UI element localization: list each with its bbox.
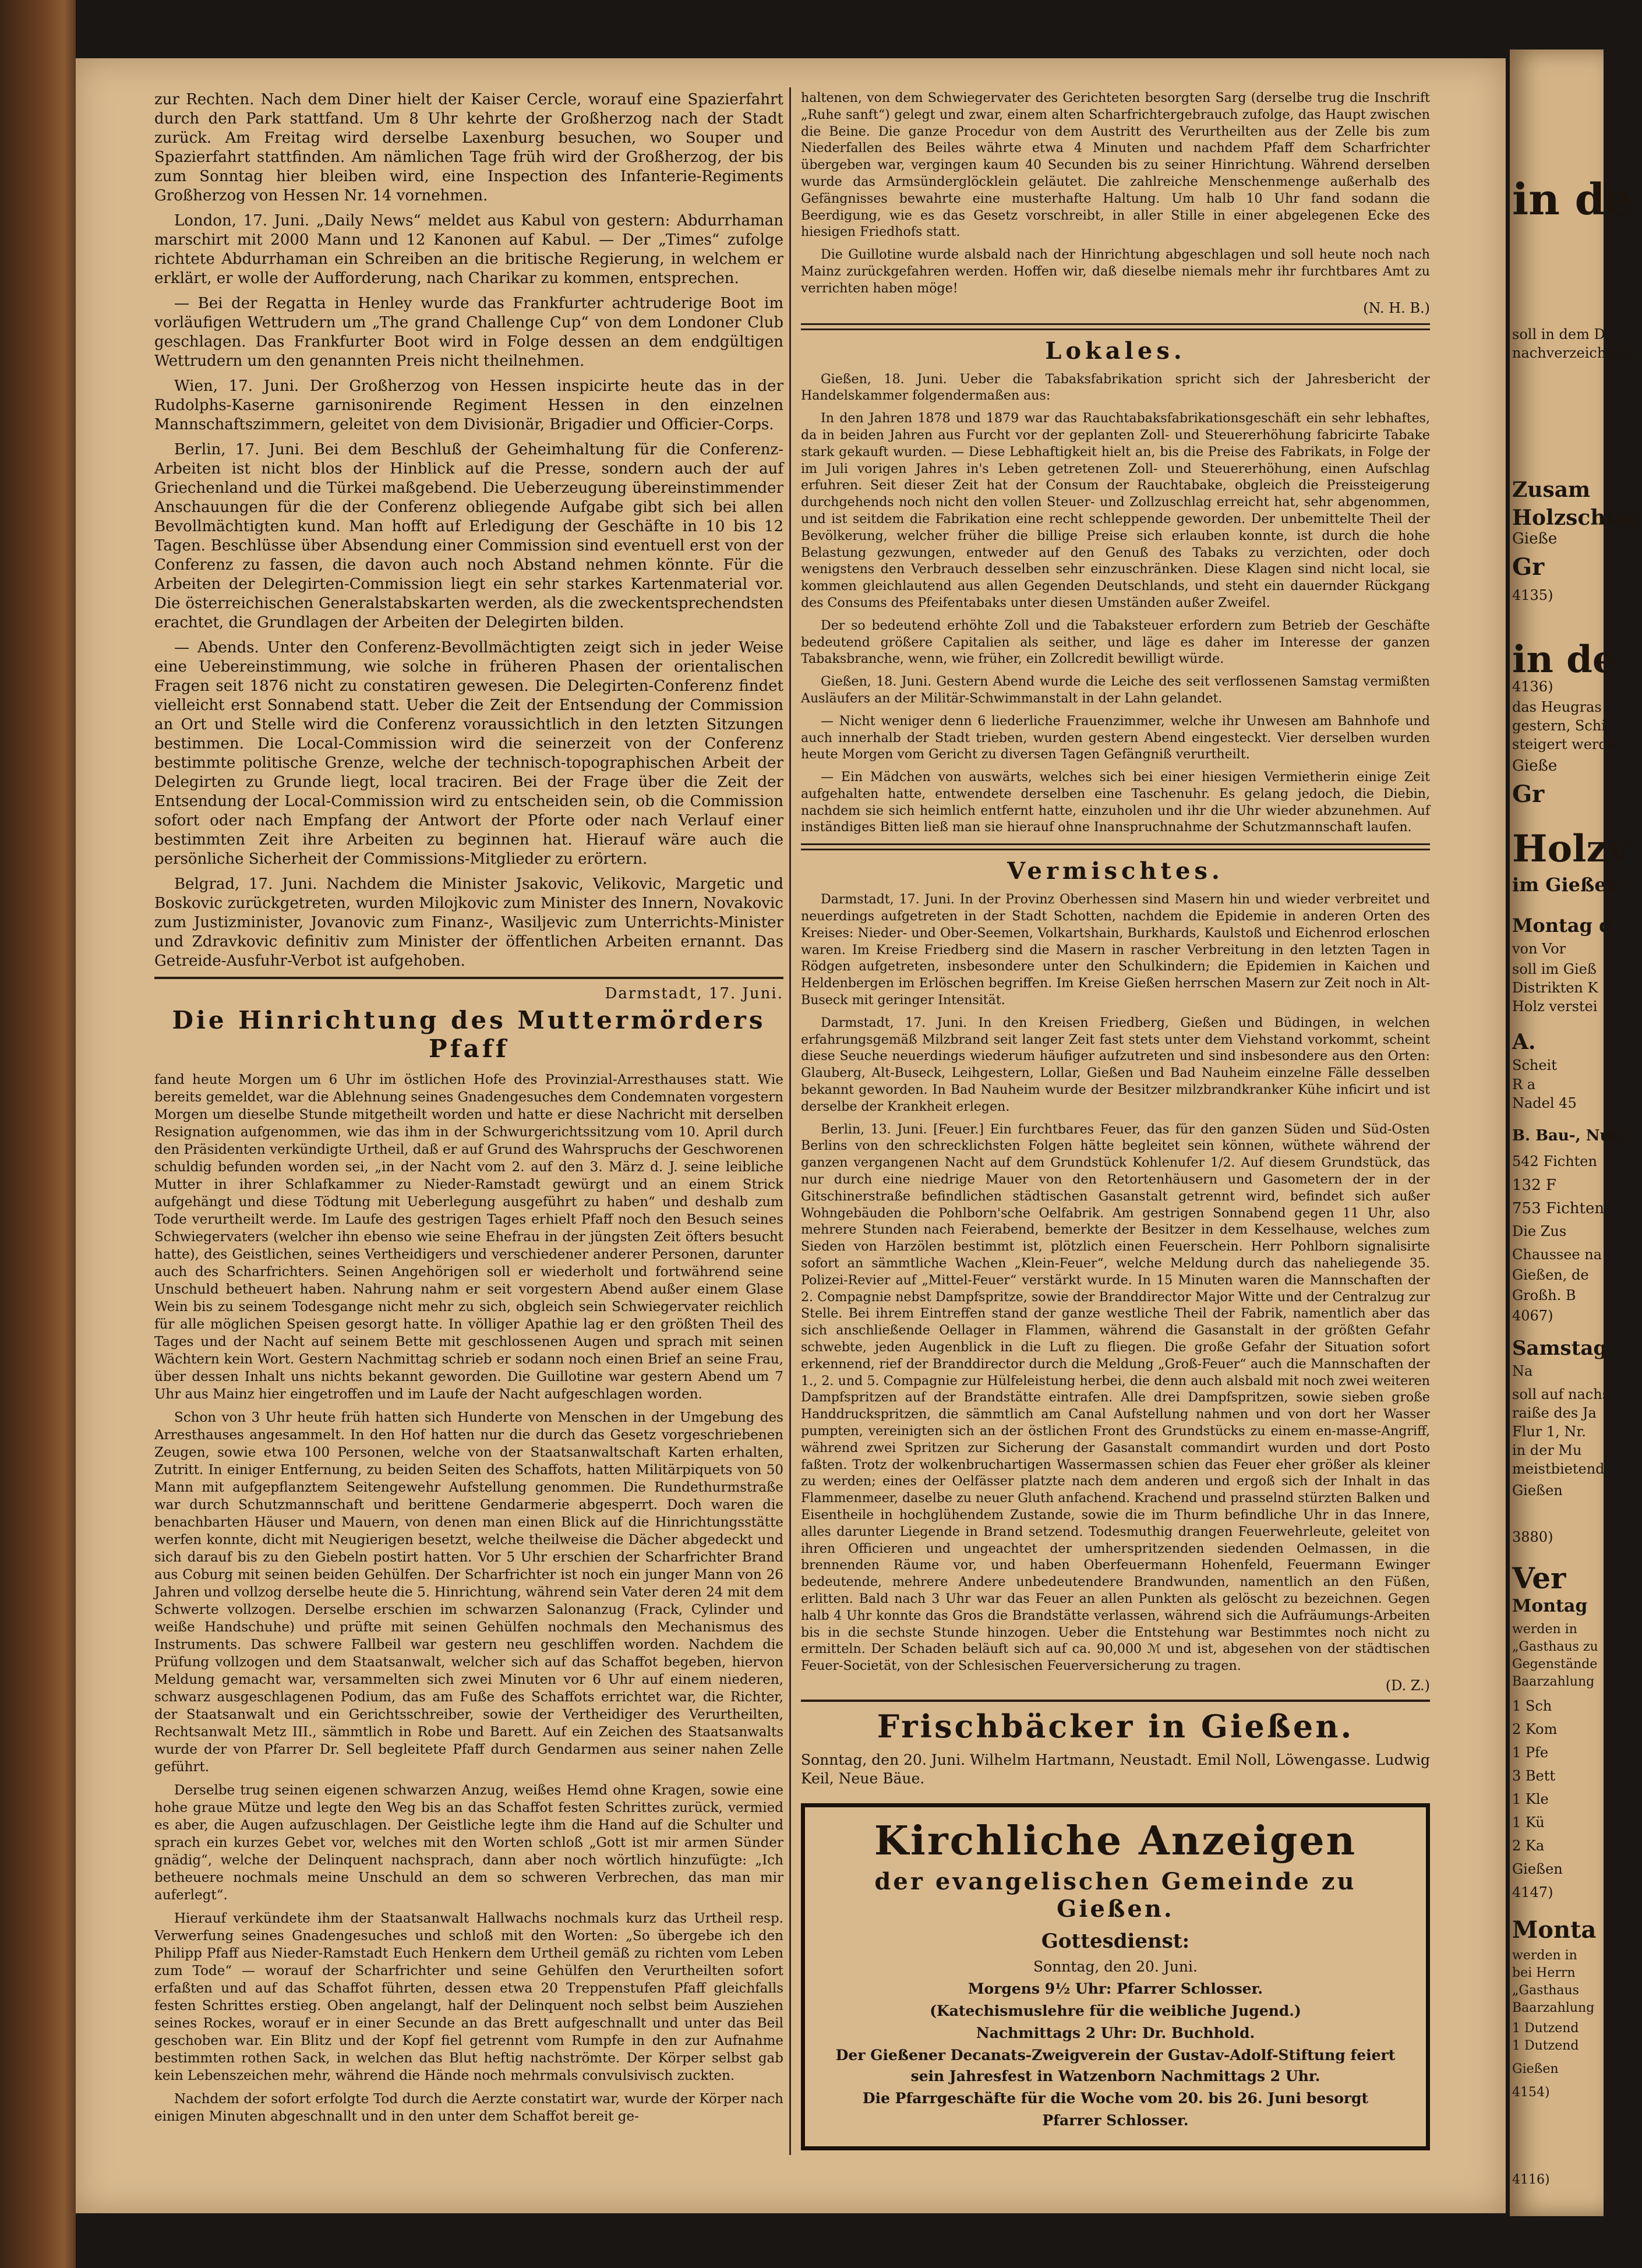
adjacent-page-fragment: 4147) [1512, 1884, 1553, 1900]
article-berlin: Berlin, 17. Juni. Bei dem Beschluß der Geheimhaltung für die Conferenz-Arbeiten ist nicht blos der Hinblick auf die Presse, sondern auch der auf Griechenland und die Türkei maßgebend. Die Ueberzeugung übereinstimmender Anschauungen für die der Conferenz obliegende Aufgabe gibt sich bei allen Bevollmächtigten kund. Man hofft auf Erledigung der Geschäfte in 10 bis 12 Tagen. Beschlüsse über Absendung einer Commission sind eventuell erst von der Conferenz zu fassen, die davon auch noch Abstand nehmen könnte. Für die Arbeiten der Delegirten-Commission liegt ein sehr starkes Kartenmaterial vor. Die österreichischen Generalstabskarten werden, als die zweckentsprechendsten erachtet, die Grundlagen der Arbeiten der Delegirten bilden. [154, 441, 783, 631]
source-signature: (N. H. B.) [1363, 299, 1430, 316]
adjacent-page-fragment: Montag [1512, 1596, 1588, 1616]
adjacent-page-fragment: in der Mu [1512, 1442, 1582, 1458]
adjacent-page-fragment: 3880) [1512, 1529, 1553, 1545]
church-service-heading: Gottesdienst: [1041, 1929, 1190, 1953]
adjacent-page-fragment: von Vor [1512, 941, 1566, 957]
left-column [154, 90, 783, 2131]
church-gustav-adolf-notice: Der Gießener Decanats-Zweigverein der Gustav-Adolf-Stiftung feiert sein Jahresfest in Watzenborn Nachmittags 2 Uhr. [835, 2046, 1396, 2085]
adjacent-page-fragment: Gießen [1512, 1482, 1563, 1499]
church-catechism: (Katechismuslehre für die weibliche Jugend.) [930, 2002, 1301, 2019]
source-signature: (D. Z.) [1385, 1677, 1430, 1694]
vermischtes-paragraph: Darmstadt, 17. Juni. In den Kreisen Friedberg, Gießen und Büdingen, in welchen erfahrungsgemäß Milzbrand seit langer Zeit fast stets unter dem Viehstand vorkommt, scheint diese Seuche neuerdings wiederum häufiger aufzutreten und sind insbesondere aus den Orten: Glauberg, Alt-Buseck, Leihgestern, Lollar, Gießen und Bad Nauheim einzelne Fälle desselben bekannt geworden. In Bad Nauheim wurde der Besitzer milzbrandkranker Kühe inficirt und ist derselbe der Krankheit erlegen. [801, 1015, 1430, 1114]
execution-paragraph: Hierauf verkündete ihm der Staatsanwalt Hallwachs nochmals kurz das Urtheil resp. Verwerfung seines Gnadengesuches und schloß mit den Worten: „So übergebe ich den Philipp Pfaff aus Nieder-Ramstadt Euch Henkern dem Urtheil gemäß zu richten vom Leben zum Tode“ — worauf der Scharfrichter und seine Gehülfen den Verurtheilten sofort erfaßten und auf das Schaffot führten, dessen etwa 20 Treppenstufen Pfaff gleichfalls festen Schrittes erstieg. Oben angelangt, half der Delinquent noch selbst beim Ausziehen seines Rockes, worauf er in einer Secunde an das Brett aufgeschnallt und unter das Beil geschoben war. Ein Blitz und der Kopf fiel getrennt vom Rumpfe in den zur Aufnahme bestimmten rothen Sack, in welchen das Blut heftig nachströmte. Der Körper selbst gab kein Lebenszeichen mehr, während die Hände noch mehrmals convulsivisch zuckten. [154, 1911, 783, 2083]
adjacent-page-fragment: nachverzeichnete [1512, 345, 1637, 361]
adjacent-page-fragment: Baarzahlung [1512, 1674, 1595, 1689]
lokales-paragraph: — Ein Mädchen von auswärts, welches sich bei einer hiesigen Vermietherin einige Zeit aufgehalten hatte, entwendete derselben eine Taschenuhr. Es gelang jedoch, die Diebin, nachdem sie sich heimlich entfernt hatte, einzuholen und ihr die Uhr wieder abzunehmen. Auf inständiges Bitten ließ man sie hierauf ohne Inanspruchnahme der Schutzmannschaft laufen. [801, 770, 1430, 835]
adjacent-page-fragment: Gießen [1512, 1861, 1563, 1877]
adjacent-page-fragment: 1 Sch [1512, 1698, 1552, 1714]
adjacent-page-fragment: steigert werde [1512, 736, 1616, 753]
execution-dateline: Darmstadt, 17. Juni. [605, 985, 783, 1002]
baker-ad-text: Sonntag, den 20. Juni. Wilhelm Hartmann, Neustadt. Emil Noll, Löwengasse. Ludwig Keil, Neue Bäue. [801, 1751, 1430, 1787]
adjacent-page-fragment: Samstag [1512, 1337, 1608, 1360]
vermischtes-paragraph: Darmstadt, 17. Juni. In der Provinz Oberhessen sind Masern hin und wieder verbreitet und neuerdings aufgetreten in der Stadt Schotten, nachdem die Epidemie in anderen Orten des Kreises: Nieder- und Ober-Seemen, Volkartshain, Burkhards, Kaulstoß und Eichenrod erloschen waren. Im Kreise Friedberg sind die Masern in rascher Verbreitung in den letzten Tagen in Rödgen aufgetreten, insbesondere unter den Schulkindern; die Epidemien in Kaichen und Heldenbergen im Erlöschen begriffen. Im Kreise Gießen herrschen Masern zur Zeit noch in Alt-Buseck mit geringer Intensität. [801, 892, 1430, 1008]
adjacent-page-fragment: Ver [1512, 1561, 1566, 1595]
adjacent-page-fragment: 1 Dutzend [1512, 2021, 1579, 2036]
adjacent-page-fragment: soll in dem D [1512, 326, 1605, 342]
church-week-duty: Die Pfarrgeschäfte für die Woche vom 20. bis 26. Juni besorgt [862, 2089, 1369, 2107]
section-rule [801, 1700, 1430, 1702]
section-rule [801, 323, 1430, 330]
article-wien: Wien, 17. Juni. Der Großherzog von Hessen inspicirte heute das in der Rudolphs-Kaserne garnisonirende Regiment Hessen in den einzelnen Mannschaftszimmern, geleitet von dem Divisionär, Brigadier und Officier-Corps. [154, 377, 783, 433]
execution-continued: haltenen, von dem Schwiegervater des Gerichteten besorgten Sarg (derselbe trug die Inschrift „Ruhe sanft“) gelegt und zwar, einem alten Scharfrichtergebrauch zufolge, das Haupt zwischen die Beine. Die ganze Procedur von dem Austritt des Verurtheilten aus der Zelle bis zum Niederfallen des Beiles währte etwa 4 Minuten und nachdem Pfaff dem Scharfrichter übergeben war, vergingen kaum 40 Secunden bis zu seiner Hinrichtung. Während derselben wurde das Armsünderglöcklein geläutet. Die zahlreiche Menschenmenge außerhalb des Gefängnisses bewahrte eine musterhafte Haltung. Um halb 10 Uhr fand sodann die Beerdigung, wie es das Gesetz vorschreibt, in aller Stille in einer abgelegenen Ecke des hiesigen Friedhofs statt. [801, 91, 1430, 240]
adjacent-page-fragment: 1 Pfe [1512, 1744, 1549, 1761]
adjacent-page-fragment: R a [1512, 1076, 1536, 1093]
adjacent-page-fragment: 4136) [1512, 679, 1553, 695]
church-notice-box [801, 1803, 1430, 2150]
lokales-paragraph: Gießen, 18. Juni. Gestern Abend wurde die Leiche des seit verflossenen Samstag vermißten Ausläufers an der Militär-Schwimmanstalt in der Lahn gelandet. [801, 674, 1430, 706]
adjacent-page-fragment: bei Herrn [1512, 1966, 1576, 1980]
adjacent-page-fragment: im Gießen [1512, 874, 1620, 896]
adjacent-page-fragment: Gr [1512, 553, 1545, 581]
adjacent-page-fragment: Holzv [1512, 827, 1629, 871]
adjacent-page-fragment: 2 Ka [1512, 1838, 1545, 1854]
execution-continued: Die Guillotine wurde alsbald nach der Hinrichtung abgeschlagen und soll heute noch nach Mainz zurückgefahren werden. Hoffen wir, daß dieselbe niemals mehr ihr furchtbares Amt zu verrichten haben möge! [801, 248, 1430, 296]
column-divider [789, 87, 791, 2155]
adjacent-page-fragment: 4116) [1512, 2172, 1550, 2187]
adjacent-page-fragment: Gegenstände [1512, 1657, 1598, 1672]
adjacent-page-fragment: gestern, Schi [1512, 718, 1606, 734]
adjacent-page-fragment: 3 Bett [1512, 1768, 1556, 1784]
article-regatta: — Bei der Regatta in Henley wurde das Frankfurter achtruderige Boot im vorläufigen Wettrudern um „The grand Challenge Cup“ von dem Londoner Club geschlagen. Das Frankfurter Boot wird in Folge dessen an dem endgültigen Wettrudern um den genannten Preis nicht theilnehmen. [154, 295, 783, 370]
adjacent-page-fragment: Die Zus [1512, 1223, 1567, 1239]
lokales-paragraph: In den Jahren 1878 und 1879 war das Rauchtabaksfabrikationsgeschäft ein sehr lebhaftes, da in beiden Jahren aus Furcht vor der geplanten Zoll- und Steuererhöhung fabricirte Tabake stark gekauft wurden. — Diese Lebhaftigkeit hielt an, bis die Preise des Fabrikats, in Folge der im Juli vorigen Jahres in's Leben getretenen Zoll- und Steuererhöhung, einen Aufschlag erfuhren. Seit dieser Zeit hat der Consum der Rauchtabake, obgleich die Preissteigerung durchgehends noch nicht den vollen Steuer- und Zollzuschlag erreicht hat, sehr abgenommen, und ist seitdem die Fabrikation eine recht schleppende geworden. Der unbemittelte Theil der Bevölkerung, welcher früher die billige Preise sich erlauben konnte, ist durch die hohe Belastung gezwungen, entweder auf den Genuß des Tabaks zu verzichten, oder doch wenigstens den Verbrauch desselben sehr einzuschränken. Diese Klagen sind nicht local, sie kommen gleichlautend aus allen Gegenden Deutschlands, und steht ein dauernder Rückgang des Consums des Pfeifentabaks unter diesen Umständen außer Zweifel. [801, 411, 1430, 610]
church-notice-title: Kirchliche Anzeigen [874, 1817, 1357, 1864]
execution-paragraph: fand heute Morgen um 6 Uhr im östlichen Hofe des Provinzial-Arresthauses statt. Wie bereits gemeldet, war die Ablehnung seines Gnadengesuches dem Condemnaten vorgestern Morgen um dieselbe Stunde mitgetheilt worden und hatte er diese Nachricht mit derselben Resignation aufgenommen, wie das ihm in der Schwurgerichtssitzung vom 10. April durch den Präsidenten verkündigte Urtheil, daß er auf Grund des Wahrspruchs der Geschworenen schuldig befunden worden sei, „in der Nacht vom 2. auf den 3. März d. J. seine leibliche Mutter in ihrer Schlafkammer zu Nieder-Ramstadt gewürgt und an einem Strick aufgehängt und diese Tödtung mit Ueberlegung ausgeführt zu haben“ und deshalb zum Tode verurtheilt werde. Im Laufe des gestrigen Tages erhielt Pfaff noch den Besuch seines Schwiegervaters (welcher ihn ebenso wie seine Ehefrau in der jüngsten Zeit öfters besucht hatte), des Geistlichen, seines Vertheidigers und verschiedener anderer Personen, darunter auch des Scharfrichters. Seinen Angehörigen soll er wiederholt und fortwährend seine Unschuld betheuert haben. Nahrung nahm er seit vorgestern Abend außer einem Glase Wein bis zu seinem Todesgange nicht mehr zu sich, obgleich sein Schwiegervater reichlich für alle möglichen Speisen gesorgt hatte. In völliger Apathie lag er den größten Theil des Tages und der Nacht auf seinem Bette mit geschlossenen Augen und sprach mit seinen Wächtern kein Wort. Gestern Nachmittag schrieb er sodann noch einen Brief an seine Frau, über dessen Inhalt uns nichts bekannt geworden. Die Guillotine war gestern Abend um 7 Uhr aus Mainz hier eingetroffen und im Laufe der Nacht aufgeschlagen worden. [154, 1072, 783, 1402]
adjacent-page-fragment: 753 Fichten [1512, 1200, 1605, 1217]
adjacent-page-fragment: werden in [1512, 1948, 1577, 1963]
execution-paragraph: Derselbe trug seinen eigenen schwarzen Anzug, weißes Hemd ohne Kragen, sowie eine hohe graue Mütze und legte den Weg bis an das Schaffot festen Schrittes zurück, vermied es aber, die Augen aufzuschlagen. Der Geistliche legte ihm die Hand auf die Schulter und sprach ein kurzes Gebet vor, welches mit den Worten schloß „Gott ist mir armen Sünder gnädig“, welche der Delinquent nachsprach, dann aber noch wörtlich hinzufügte: „Ich betheuere nochmals meine Unschuld an dem so schweren Verbrechen, das man mir auferlegt“. [154, 1783, 783, 1903]
adjacent-page-fragment: das Heugras [1512, 699, 1602, 715]
adjacent-page-fragment: Monta [1512, 1916, 1597, 1944]
adjacent-page-fragment: Nadel 45 [1512, 1095, 1577, 1111]
adjacent-page-fragment: Gießen [1512, 2062, 1559, 2076]
church-notice-subtitle: der evangelischen Gemeinde zu Gießen. [874, 1867, 1357, 1923]
adjacent-page-fragment: soll im Gieß [1512, 961, 1597, 977]
adjacent-page-fragment: 4135) [1512, 587, 1553, 603]
adjacent-page-fragment: in de [1512, 638, 1616, 681]
adjacent-page-fragment: „Gasthaus zu [1512, 1640, 1598, 1654]
church-afternoon-service: Nachmittags 2 Uhr: Dr. Buchhold. [976, 2024, 1255, 2041]
article-london: London, 17. Juni. „Daily News“ meldet aus Kabul von gestern: Abdurrhaman marschirt mit 2000 Mann und 12 Kanonen auf Kabul. — Der „Times“ zufolge richtete Abdurrhaman ein Schreiben an die britische Regierung, in welchem er erklärt, er wolle der Aufforderung, nach Charikar zu kommen, entsprechen. [154, 212, 783, 287]
adjacent-page-fragment: 542 Fichten [1512, 1153, 1597, 1170]
adjacent-page-fragment: Holzschlag [1512, 506, 1642, 530]
right-column [801, 90, 1430, 2150]
adjacent-page-fragment: Scheit [1512, 1057, 1557, 1073]
article-belgrad: Belgrad, 17. Juni. Nachdem die Minister Jsakovic, Velikovic, Margetic und Boskovic zurückgetreten, wurden Milojkovic zum Minister des Innern, Novakovic zum Justizminister, Jovanovic zum Finanz-, Wasiljevic zum Unterrichts-Minister und Zdravkovic definitiv zum Minister der öffentlichen Arbeiten ernannt. Das Getreide-Ausfuhr-Verbot ist aufgehoben. [154, 875, 783, 970]
adjacent-page-fragment: „Gasthaus [1512, 1983, 1579, 1998]
lokales-paragraph: — Nicht weniger denn 6 liederliche Frauenzimmer, welche ihr Unwesen am Bahnhofe und auch innerhalb der Stadt trieben, wurden gestern Abend eingesteckt. Vier derselben wurden heute Morgen vom Gericht zu diversen Tagen Gefängniß verurtheilt. [801, 713, 1430, 762]
adjacent-page-fragment: Gr [1512, 780, 1545, 808]
section-rule [801, 843, 1430, 850]
execution-paragraph: Nachdem der sofort erfolgte Tod durch die Aerzte constatirt war, wurde der Körper nach einigen Minuten abgeschnallt und in den unter dem Schaffot bereit ge- [154, 2092, 783, 2124]
adjacent-page-fragment: 1 Kle [1512, 1791, 1549, 1807]
lokales-paragraph: Der so bedeutend erhöhte Zoll und die Tabaksteuer erfordern zum Betrieb der Geschäfte bedeutend größere Capitalien als seither, und läge es daher im Interesse der ganzen Tabaksbranche, wenn, wie früher, ein Zollcredit bewilligt würde. [801, 618, 1430, 667]
adjacent-page-fragment: raiße des Ja [1512, 1405, 1597, 1421]
execution-headline: Die Hinrichtung des Muttermörders Pfaff [172, 1006, 766, 1063]
section-rule [154, 977, 783, 979]
adjacent-page-fragment: 4154) [1512, 2085, 1550, 2100]
adjacent-page-fragment: in de [1512, 175, 1633, 225]
adjacent-page-fragment: werden in [1512, 1622, 1577, 1637]
adjacent-page-fragment: 1 Kü [1512, 1814, 1545, 1831]
adjacent-page-fragment: Flur 1, Nr. [1512, 1423, 1586, 1440]
adjacent-page-fragment: Großh. B [1512, 1287, 1576, 1303]
adjacent-page-fragment: Baarzahlung [1512, 2001, 1595, 2015]
adjacent-page-fragment: Gieße [1512, 530, 1558, 547]
adjacent-page-fragment: 4067) [1512, 1308, 1553, 1324]
church-date: Sonntag, den 20. Juni. [1033, 1958, 1198, 1975]
vermischtes-paragraph: Berlin, 13. Juni. [Feuer.] Ein furchtbares Feuer, das für den ganzen Süden und Süd-Osten Berlins von den schrecklichsten Folgen hätte begleitet sein können, wüthete während der ganzen vergangenen Nacht auf dem Grundstück Kohlenufer 1/2. Auf diesem Grundstück, das nur durch eine niedrige Mauer von den Retortenhäusern und Gasometern der in der Gitschinerstraße befindlichen städtischen Gasanstalt getrennt wird, befindet sich außer Wohngebäuden die Pohlborn'sche Oelfabrik. Am gestrigen Sonnabend gegen 11 Uhr, also mehrere Stunden nach Feierabend, bemerkte der Besitzer in dem Kesselhause, welches zum Sieden von Harzölen bestimmt ist, plötzlich einen Feuerschein. Herr Pohlborn signalisirte sofort an sämmtliche Wachen „Klein-Feuer“, welche Meldung durch das naheliegende 35. Polizei-Revier auf „Mittel-Feuer“ verstärkt wurde. In 15 Minuten waren die Mannschaften der 2. Compagnie nebst Dampfspritze, sowie der Branddirector Major Witte und der Centralzug zur Stelle. Bei ihrem Eintreffen stand der ganze westliche Theil der Fabrik, namentlich aber das sich anschließende Oellager in Flammen, während die Gasanstalt in der größten Gefahr schwebte, jeden Augenblick in die Luft zu fliegen. Die große Gefahr der Situation sofort erkennend, rief der Branddirector durch die Meldung „Groß-Feuer“ auch die Mannschaften der 1., 2. und 5. Compagnie zur Hülfeleistung herbei, die denn auch alsbald mit noch zwei weiteren Dampfspritzen auf der Brandstätte eintrafen. Alle drei Dampfspritzen, sowie sieben große Handdruckspritzen, die sämmtlich am Canal Aufstellung nahmen und von dort her Wasser pumpten, vereinigten sich an der östlichen Front des Grundstücks zu einem en-masse-Angriff, während zwei Spritzen zur Sicherung der Gasanstalt commandirt wurden und dort Posto faßten. Trotz der wolkenbruchartigen Wassermassen schien das Feuer eher größer als kleiner zu werden; eines der Oelfässer platzte nach dem anderen und ergoß sich der Inhalt in das Flammenmeer, daselbe zu neuer Gluth anfachend. Krachend und prasselnd stürzten Balken und Eisentheile in hochglühendem Zustande, sowie die im Thurm befindliche Uhr in das Innere, alles darunter Liegende in Brand setzend. Todesmuthig drangen Feuerwehrleute, geleitet von ihren Officieren und ungeachtet der umherspritzenden siedenden Oelmassen, in die brennenden Räume vor, und haben Oberfeuermann Hohenfeld, Feuermann Ewinger bedeutende, mehrere Andere unbedeutendere Brandwunden, namentlich an den Füßen, erlitten. Bald nach 3 Uhr war das Feuer an allen Punkten als gelöscht zu bezeichnen. Gegen halb 4 Uhr konnte das Gros die Brandstätte verlassen, während sich die Aufräumungs-Arbeiten bis in die sechste Stunde hinzogen. Ueber die Entstehung war Bestimmtes noch nicht zu ermitteln. Der Schaden beläuft sich auf ca. 90,000 ℳ und ist, abgesehen von der städtischen Feuer-Societät, von der Schlesischen Feuerversicherung zu tragen. [801, 1122, 1430, 1674]
adjacent-page-fragment: A. [1512, 1030, 1536, 1054]
adjacent-page-fragment: Holz verstei [1512, 998, 1598, 1015]
adjacent-page-fragment: Zusam [1512, 478, 1591, 502]
adjacent-page-fragment: 132 F [1512, 1177, 1556, 1194]
adjacent-page-fragment: Gießen, de [1512, 1267, 1589, 1283]
adjacent-page-fragment: Montag d [1512, 914, 1612, 937]
church-morning-service: Morgens 9½ Uhr: Pfarrer Schlosser. [967, 1980, 1263, 1997]
adjacent-page-edge [1510, 50, 1642, 2216]
adjacent-page-fragment: 1 Dutzend [1512, 2039, 1579, 2053]
section-title-lokales: Lokales. [1045, 337, 1186, 365]
adjacent-page-fragment: meistbietend [1512, 1461, 1605, 1477]
adjacent-page-fragment: Na [1512, 1363, 1533, 1379]
section-title-vermischtes: Vermischtes. [1007, 857, 1224, 885]
adjacent-page-fragment: Gieße [1512, 757, 1558, 775]
book-binding [0, 0, 76, 2268]
lokales-paragraph: Gießen, 18. Juni. Ueber die Tabaksfabrikation spricht sich der Jahresbericht der Handelskammer folgendermaßen aus: [801, 372, 1430, 404]
adjacent-page-fragment: B. Bau-, Nutz [1512, 1127, 1627, 1144]
baker-ad-title: Frischbäcker in Gießen. [877, 1707, 1354, 1745]
article-berlin-abends: — Abends. Unter den Conferenz-Bevollmächtigten zeigt sich in jeder Weise eine Uebereinstimmung, wie solche in früheren Phasen der orientalischen Fragen seit 1876 nicht zu constatiren gewesen. Die Delegirten-Conferenz findet vielleicht erst Sonnabend statt. Ueber die Zeit der Entsendung der Commission an Ort und Stelle wird die Conferenz voraussichtlich in den letzten Sitzungen bestimmen. Die Local-Commission wird die seinerzeit von der Conferenz bestimmte politische Grenze, welche der technisch-topographischen Arbeit der Delegirten zu Grunde liegt, local traciren. Bei der Frage über die Zeit der Entsendung der Local-Commission wird zu entscheiden sein, ob die Commission sofort oder nach Empfang der Antwort der Pforte oder nach Verlauf einer bestimmten Zeit ihre Arbeiten zu beginnen hat. Hierauf wäre auch die persönliche Sicherheit der Commissions-Mitglieder zu erörtern. [154, 639, 783, 868]
execution-paragraph: Schon von 3 Uhr heute früh hatten sich Hunderte von Menschen in der Umgebung des Arresthauses angesammelt. In den Hof hatten nur die durch das Gesetz vorgeschriebenen Zeugen, sowie etwa 100 Personen, welche von der Staatsanwaltschaft Karten erhalten, Zutritt. In einiger Entfernung, zu beiden Seiten des Schaffots, hatten Militärpiquets von 50 Mann mit aufgepflanztem Seitengewehr Aufstellung genommen. Die Rundethurmstraße war durch Schutzmannschaft und berittene Gendarmerie abgesperrt. Doch waren die benachbarten Häuser und Mauern, von denen man einen Blick auf die Hinrichtungsstätte werfen konnte, dicht mit Neugierigen besetzt, welche theilweise die Dächer abgedeckt und sich darauf bis zu den Giebeln postirt hatten. Vor 5 Uhr erschien der Scharfrichter Brand aus Coburg mit seinen beiden Gehülfen. Der Scharfrichter ist noch ein junger Mann von 26 Jahren und vollzog derselbe heute die 5. Hinrichtung, während sein Vater deren 24 mit dem Schwerte vollzogen. Derselbe erschien im schwarzen Salonanzug (Frack, Cylinder und weiße Handschuhe) und prüfte mit seinen Gehülfen nochmals den Mechanismus des Instruments. Das schwere Fallbeil war gestern neu geschliffen worden. Nachdem die Prüfung vollzogen und dem Staatsanwalt, welcher sich auf das Schaffot begeben, hiervon Meldung gemacht war, versammelten sich zwei Minuten vor 6 Uhr auf einem niederen, schwarz ausgeschlagenen Podium, das am Fuße des Schaffots errichtet war, die Richter, der Staatsanwalt und ein Gerichtsschreiber, sowie der Vertheidiger des Verurtheilten, Rechtsanwalt Metz III., sämmtlich in Robe und Barett. Auf ein Zeichen des Staatsanwalts wurde der von Pfarrer Dr. Sell begleitete Pfaff durch Gendarmen aus seiner nahen Zelle geführt. [154, 1410, 783, 1775]
article-paragraph: zur Rechten. Nach dem Diner hielt der Kaiser Cercle, worauf eine Spazierfahrt durch den Park stattfand. Um 8 Uhr kehrte der Großherzog nach der Stadt zurück. Am Freitag wird derselbe Laxenburg besuchen, wo Souper und Spazierfahrt stattfinden. Am nämlichen Tage früh wird der Großherzog, der bis zum Sonntag hier bleiben wird, eine Inspection des Infanterie-Regiments Großherzog von Hessen Nr. 14 vornehmen. [154, 91, 783, 204]
church-pastor: Pfarrer Schlosser. [1042, 2111, 1189, 2129]
adjacent-page-fragment: Chaussee na [1512, 1246, 1602, 1263]
adjacent-page-fragment: soll auf nachs [1512, 1386, 1610, 1403]
adjacent-page-fragment: 2 Kom [1512, 1721, 1558, 1737]
adjacent-page-fragment: Distrikten K [1512, 980, 1598, 996]
